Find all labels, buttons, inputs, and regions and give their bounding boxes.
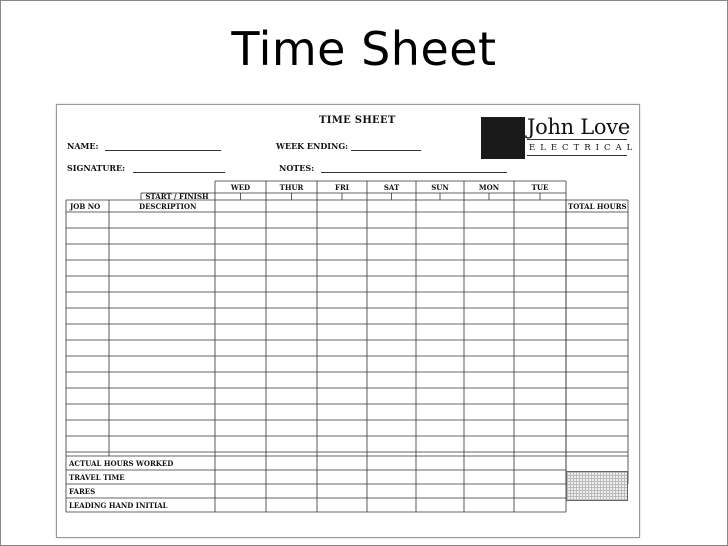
name-label: NAME: <box>67 141 99 151</box>
logo-subtitle: ELECTRICAL <box>529 143 638 153</box>
col-header-total-hours: TOTAL HOURS <box>568 202 627 211</box>
col-header-description: DESCRIPTION <box>139 202 197 211</box>
day-header-sun: SUN <box>431 183 449 192</box>
week-ending-label: WEEK ENDING: <box>276 141 349 151</box>
col-header-job-no: JOB NO <box>70 202 101 211</box>
signature-label: SIGNATURE: <box>67 163 126 173</box>
day-header-wed: WED <box>230 183 251 192</box>
total-shaded-cell <box>566 471 628 501</box>
day-header-tue: TUE <box>531 183 549 192</box>
footer-row-label-3: LEADING HAND INITIAL <box>69 501 168 510</box>
day-header-fri: FRI <box>334 183 350 192</box>
footer-row-label-1: TRAVEL TIME <box>69 473 125 482</box>
notes-label: NOTES: <box>279 163 315 173</box>
logo-name: John Love <box>527 115 630 139</box>
footer-row-label-0: ACTUAL HOURS WORKED <box>69 459 174 468</box>
day-header-thur: THUR <box>279 183 304 192</box>
day-header-sat: SAT <box>383 183 400 192</box>
sheet-title: TIME SHEET <box>319 115 396 126</box>
time-grid <box>57 105 639 537</box>
start-finish-label: START / FINISH <box>145 192 209 201</box>
footer-row-label-2: FARES <box>69 487 96 496</box>
day-header-mon: MON <box>478 183 500 192</box>
time-sheet-form <box>56 104 640 538</box>
slide-title: Time Sheet <box>231 22 497 76</box>
